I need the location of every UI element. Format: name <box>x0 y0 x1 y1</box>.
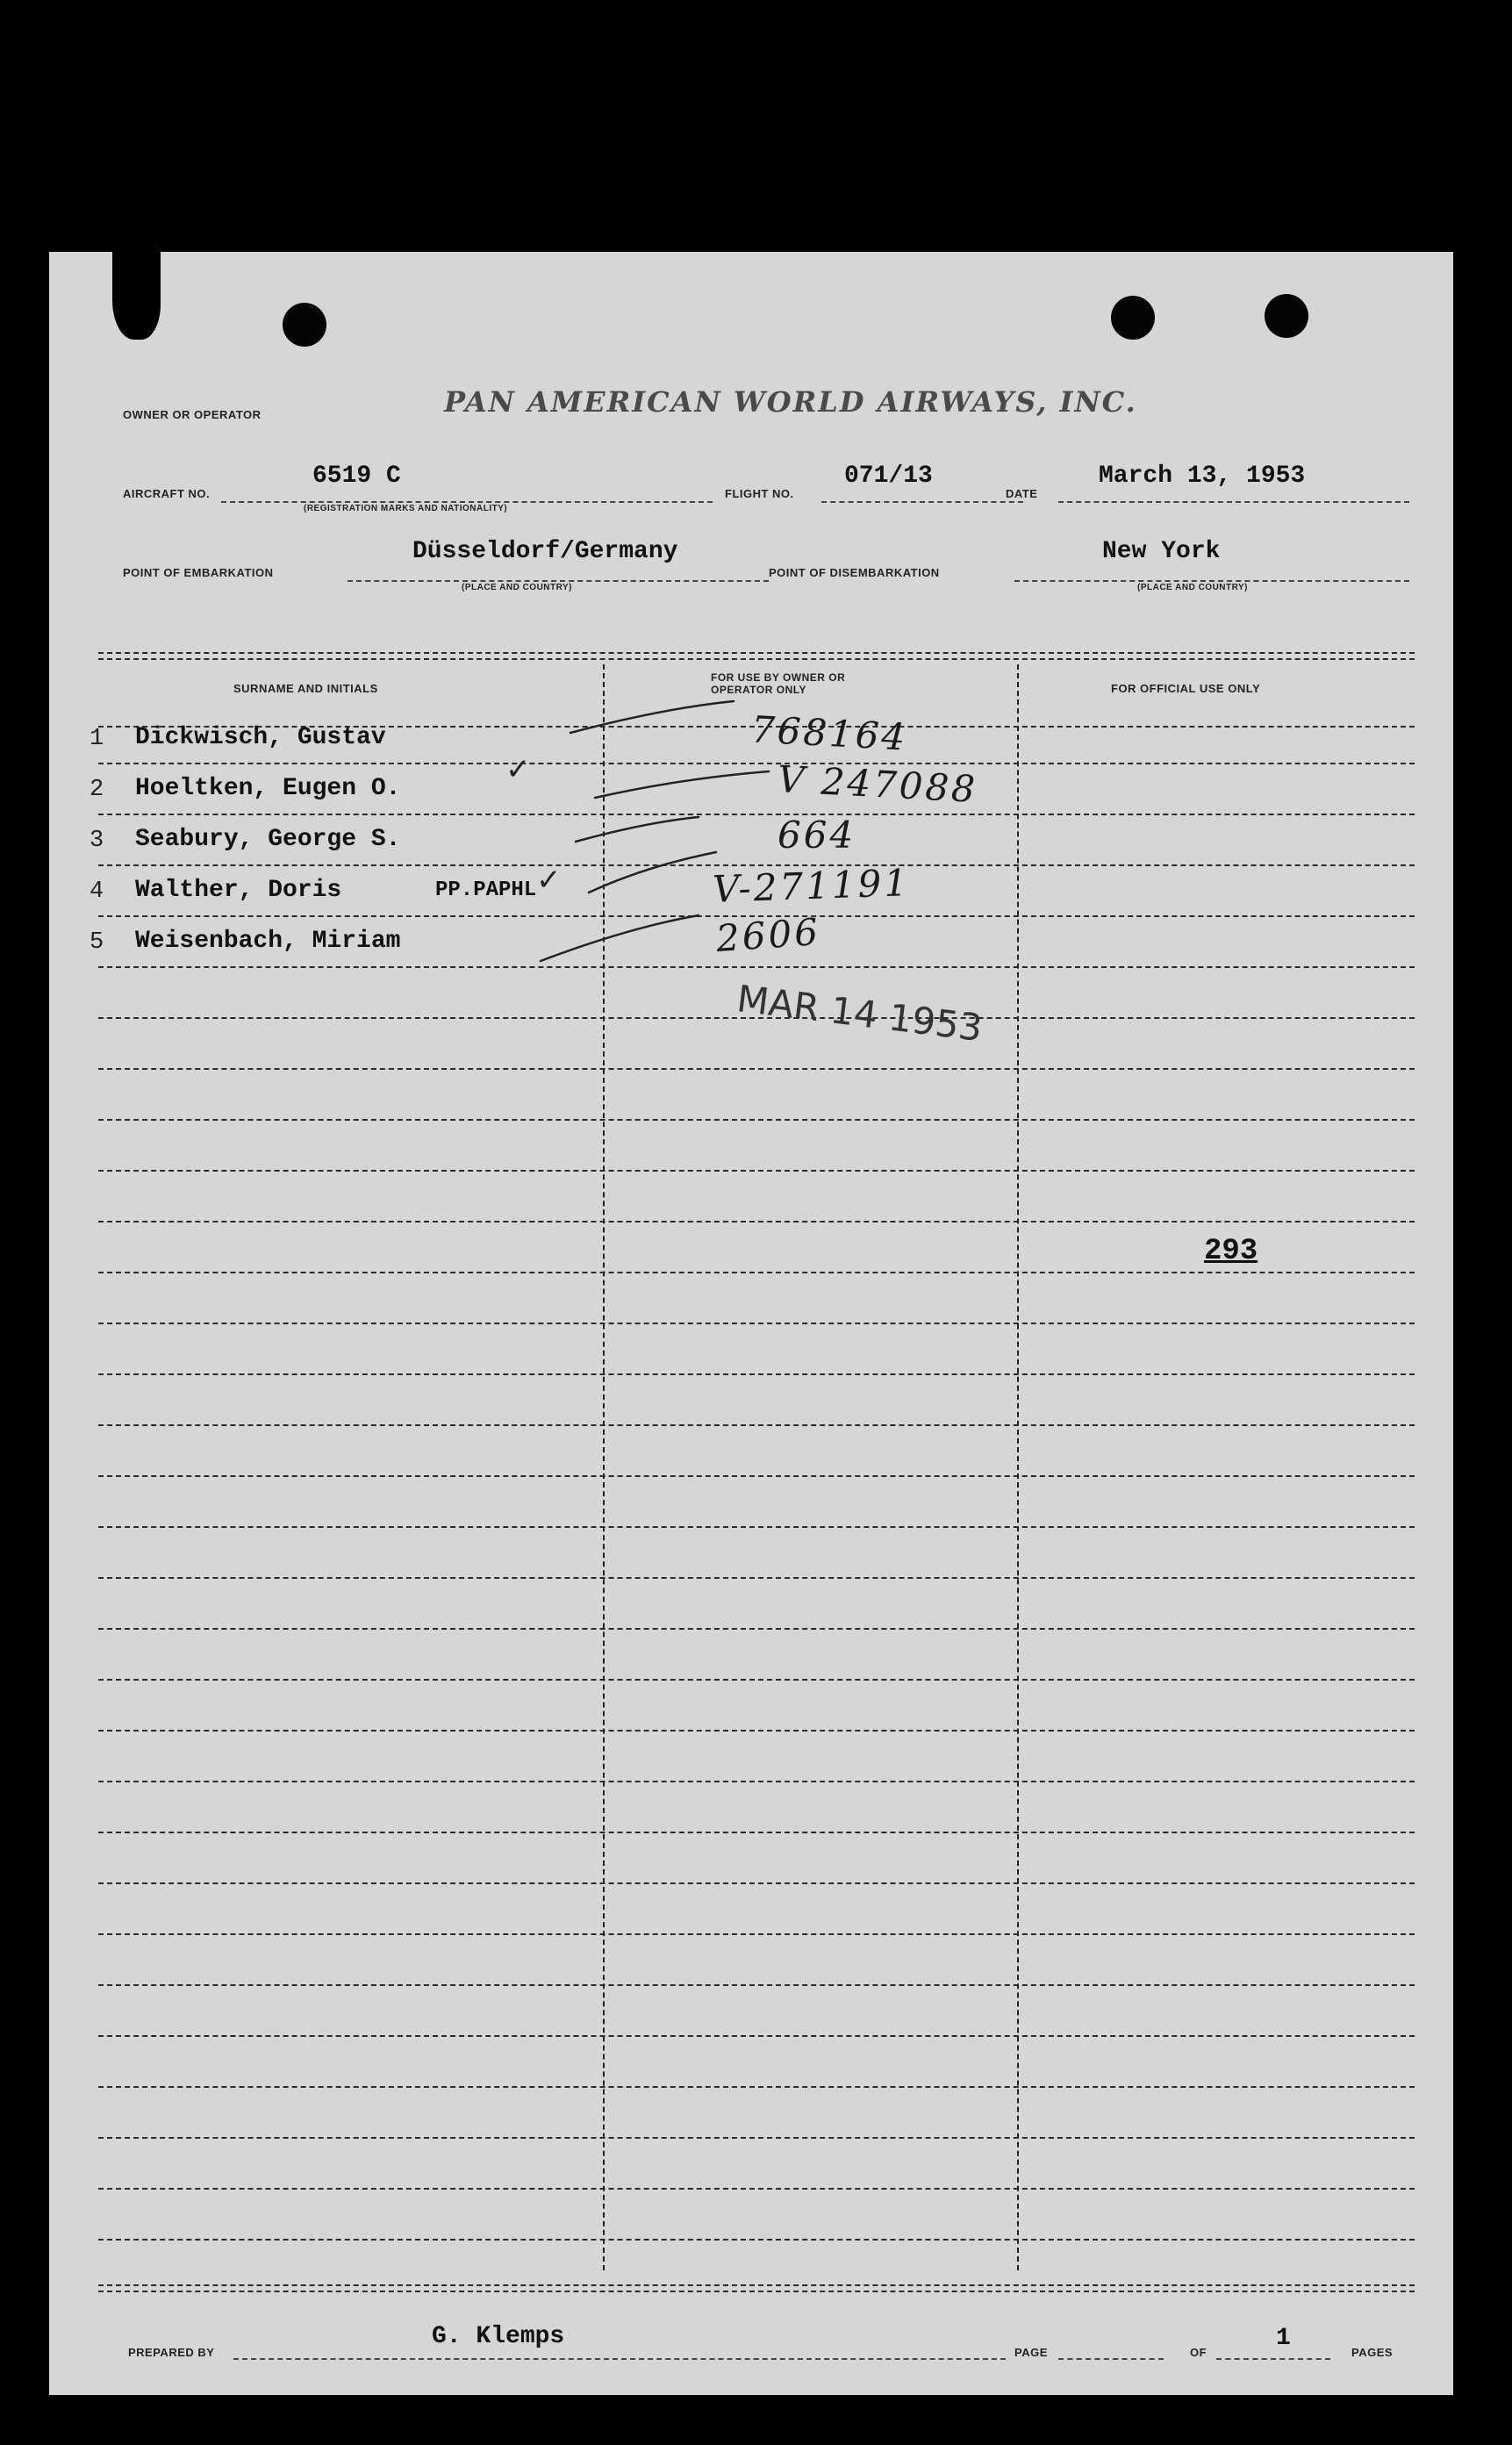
disembarkation-label: POINT OF DISEMBARKATION <box>769 566 940 579</box>
table-row-rule <box>98 1373 1415 1375</box>
of-label: OF <box>1190 2346 1207 2359</box>
table-row-rule <box>98 1832 1415 1833</box>
embarkation-sublabel: (PLACE AND COUNTRY) <box>462 583 572 592</box>
row-number: 4 <box>90 878 104 905</box>
table-row-rule <box>98 1170 1415 1172</box>
table-row-rule <box>98 1323 1415 1324</box>
passenger-name: Hoeltken, Eugen O. <box>135 775 401 802</box>
date-value: March 13, 1953 <box>1099 462 1306 490</box>
table-row-rule <box>98 2137 1415 2139</box>
total-pages-value: 1 <box>1276 2325 1291 2352</box>
date-received-stamp: MAR 14 1953 <box>735 977 985 1050</box>
table-row-rule <box>98 1628 1415 1630</box>
table-row-rule <box>98 1933 1415 1935</box>
row-number: 2 <box>90 777 104 803</box>
page-fill-line <box>1058 2358 1164 2360</box>
embarkation-value: Düsseldorf/Germany <box>412 538 678 565</box>
owner-use-column-header: FOR USE BY OWNER OR OPERATOR ONLY <box>711 671 846 696</box>
table-row-rule <box>98 1475 1415 1477</box>
table-row-rule <box>98 2188 1415 2190</box>
surname-column-header: SURNAME AND INITIALS <box>233 682 378 695</box>
aircraft-sublabel: (REGISTRATION MARKS AND NATIONALITY) <box>304 504 508 513</box>
flight-label: FLIGHT NO. <box>725 487 794 500</box>
official-use-number: 293 <box>1204 1235 1258 1268</box>
company-name: PAN AMERICAN WORLD AIRWAYS, INC. <box>444 385 1137 419</box>
pages-label: PAGES <box>1351 2346 1394 2359</box>
table-row-rule <box>98 1730 1415 1732</box>
table-bottom-rule-2 <box>98 2291 1415 2292</box>
passenger-name: Seabury, George S. <box>135 826 401 853</box>
flight-value: 071/13 <box>844 462 933 490</box>
owner-number: V 247088 <box>776 757 979 811</box>
official-use-column-header: FOR OFFICIAL USE ONLY <box>1111 682 1261 695</box>
manifest-sheet <box>49 252 1453 2395</box>
embarkation-label: POINT OF EMBARKATION <box>123 566 274 579</box>
table-row-rule <box>98 2239 1415 2241</box>
table-row-rule <box>98 1272 1415 1273</box>
prepared-by-fill-line <box>233 2358 1006 2360</box>
row-number: 3 <box>90 828 104 854</box>
table-row-rule <box>98 1221 1415 1222</box>
owner-label: OWNER OR OPERATOR <box>123 408 262 421</box>
owner-number: 768164 <box>749 707 909 759</box>
table-row-rule <box>98 1679 1415 1681</box>
check-mark-icon: ✓ <box>536 863 562 898</box>
passenger-note: PP.PAPHL <box>435 878 537 902</box>
row-number: 5 <box>90 929 104 956</box>
owner-number: 2606 <box>714 909 822 961</box>
table-row-rule <box>98 1068 1415 1070</box>
table-row-rule <box>98 1119 1415 1121</box>
date-label: DATE <box>1006 487 1038 500</box>
table-row-rule <box>98 1577 1415 1579</box>
table-row-rule <box>98 2035 1415 2037</box>
table-row-rule <box>98 1424 1415 1426</box>
table-row-rule <box>98 1984 1415 1986</box>
aircraft-label: AIRCRAFT NO. <box>123 487 211 500</box>
check-mark-icon: ✓ <box>505 752 531 787</box>
owner-number: 664 <box>777 814 856 857</box>
passenger-name: Weisenbach, Miriam <box>135 928 401 955</box>
disembarkation-value: New York <box>1102 538 1221 565</box>
passenger-name: Dickwisch, Gustav <box>135 724 386 751</box>
aircraft-value: 6519 C <box>312 462 401 490</box>
table-row-rule <box>98 1781 1415 1782</box>
table-row-rule <box>98 1882 1415 1884</box>
disembarkation-sublabel: (PLACE AND COUNTRY) <box>1137 583 1248 592</box>
table-row-rule <box>98 1526 1415 1528</box>
owner-number: V-271191 <box>712 861 911 911</box>
pencil-strokes <box>49 252 1453 1042</box>
prepared-by-label: PREPARED BY <box>128 2346 215 2359</box>
passenger-name: Walther, Doris <box>135 877 342 904</box>
prepared-by-value: G. Klemps <box>432 2323 565 2350</box>
page-label: PAGE <box>1014 2346 1048 2359</box>
row-number: 1 <box>90 726 104 752</box>
table-bottom-rule-1 <box>98 2284 1415 2286</box>
table-row-rule <box>98 2086 1415 2088</box>
of-fill-line <box>1216 2358 1330 2360</box>
